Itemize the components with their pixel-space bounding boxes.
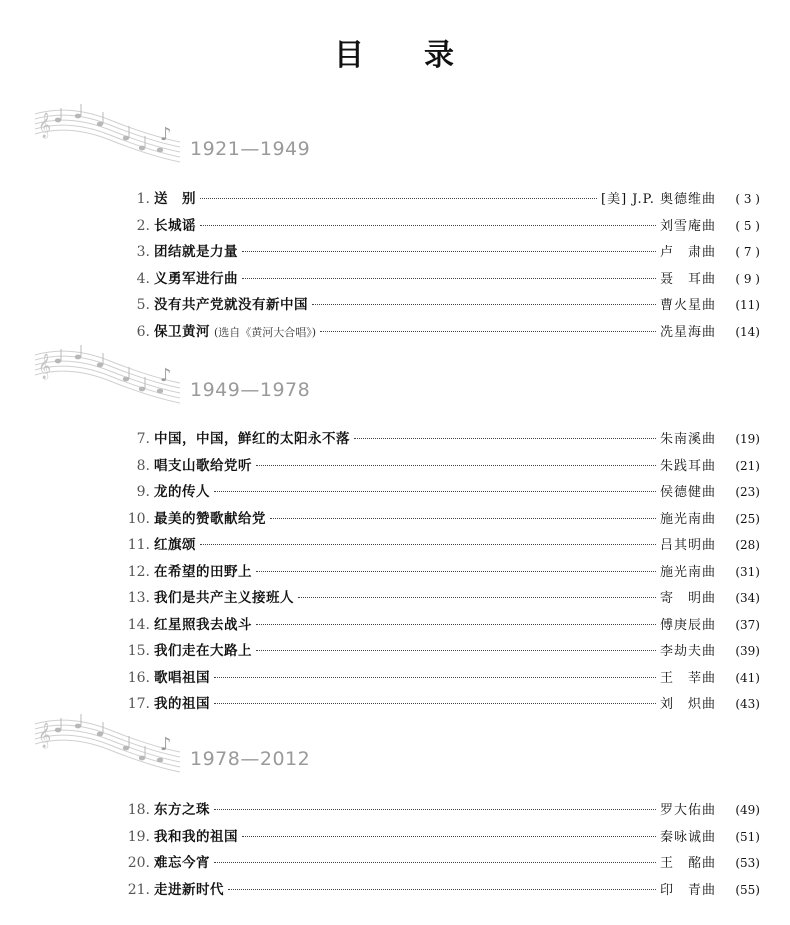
page-number: ( 9 ) xyxy=(735,271,760,286)
toc-entry[interactable] xyxy=(118,507,760,533)
entry-number: 8. xyxy=(136,457,150,474)
entry-number: 5. xyxy=(136,297,150,313)
dot-leader xyxy=(214,676,656,678)
composer: 吕其明曲 xyxy=(659,538,716,553)
title-char-2: 录 xyxy=(424,38,456,73)
page-number: (34) xyxy=(735,591,760,605)
era-label: 1949—1978 xyxy=(190,379,311,401)
dot-leader xyxy=(242,250,656,252)
dot-leader xyxy=(320,330,656,332)
composer: 侯德健曲 xyxy=(659,485,716,500)
page-number: (39) xyxy=(735,644,760,658)
song-title: 团结就是力量 xyxy=(154,244,238,260)
song-title: 红星照我去战斗 xyxy=(154,616,252,633)
section-header xyxy=(30,712,350,772)
toc-entry[interactable] xyxy=(118,533,760,559)
song-title: 保卫黄河 xyxy=(154,323,210,340)
era-label: 1978—2012 xyxy=(190,748,311,770)
composer: 卢 肃曲 xyxy=(659,245,716,260)
entry-number: 1. xyxy=(136,191,150,207)
page-number: (14) xyxy=(735,324,760,339)
entry-number: 21. xyxy=(127,881,150,898)
composer: 刘 炽曲 xyxy=(659,697,716,712)
dot-leader xyxy=(214,861,656,863)
dot-leader xyxy=(200,197,597,199)
page-number: (41) xyxy=(735,670,760,685)
page-number: (37) xyxy=(735,617,760,632)
composer: 王 酩曲 xyxy=(659,856,716,871)
svg-text:𝄞: 𝄞 xyxy=(38,113,52,138)
song-note: (选自《黄河大合唱》) xyxy=(214,325,317,339)
entry-number: 6. xyxy=(136,323,150,340)
entry-number: 13. xyxy=(127,590,150,606)
entry-number: 4. xyxy=(136,270,150,287)
entry-number: 12. xyxy=(127,563,150,580)
dot-leader xyxy=(214,702,656,704)
composer: 印 青曲 xyxy=(659,882,716,898)
entry-number: 11. xyxy=(127,537,150,553)
entry-number: 14. xyxy=(127,616,150,633)
composer: 施光南曲 xyxy=(659,511,716,527)
entry-number: 19. xyxy=(127,828,150,845)
composer: [美] J.P. 奥德维曲 xyxy=(601,192,716,207)
song-title: 我和我的祖国 xyxy=(154,828,238,845)
song-title: 义勇军进行曲 xyxy=(154,270,238,287)
song-title: 龙的传人 xyxy=(154,484,210,500)
song-title: 我们走在大路上 xyxy=(154,643,252,659)
song-title: 中国，中国，鲜红的太阳永不落 xyxy=(154,431,350,447)
song-title: 我的祖国 xyxy=(154,696,210,712)
song-title: 走进新时代 xyxy=(154,881,224,898)
page-number: ( 3 ) xyxy=(735,192,760,206)
toc-entry[interactable] xyxy=(118,240,760,266)
page-title xyxy=(0,30,790,74)
song-title: 最美的赞歌献给党 xyxy=(154,510,266,527)
svg-text:♪: ♪ xyxy=(160,365,172,386)
page-number: ( 5 ) xyxy=(735,218,760,233)
toc-entry[interactable] xyxy=(118,613,760,639)
dot-leader xyxy=(312,303,656,305)
dot-leader xyxy=(256,464,656,466)
dot-leader xyxy=(298,596,656,598)
entry-number: 10. xyxy=(127,510,150,527)
song-title: 我们是共产主义接班人 xyxy=(154,590,294,606)
dot-leader xyxy=(200,224,656,226)
song-title: 没有共产党就没有新中国 xyxy=(154,297,308,313)
song-title: 送 别 xyxy=(154,191,196,207)
page-number: (43) xyxy=(735,697,760,711)
composer: 刘雪庵曲 xyxy=(659,218,716,234)
composer: 寄 明曲 xyxy=(659,591,716,606)
entry-number: 15. xyxy=(127,643,150,659)
page-number: ( 7 ) xyxy=(735,245,760,259)
composer: 施光南曲 xyxy=(659,564,716,580)
toc-entry[interactable] xyxy=(118,427,760,453)
page-number: (31) xyxy=(735,564,760,579)
svg-text:𝄞: 𝄞 xyxy=(38,354,52,379)
music-staff-icon xyxy=(30,712,210,782)
composer: 朱南溪曲 xyxy=(659,432,716,447)
toc-entry[interactable] xyxy=(118,560,760,586)
page-number: (51) xyxy=(735,829,760,844)
era-label: 1921—1949 xyxy=(190,138,311,160)
entry-number: 18. xyxy=(127,802,150,818)
song-title: 唱支山歌给党听 xyxy=(154,457,252,474)
song-title: 在希望的田野上 xyxy=(154,563,252,580)
composer: 王 莘曲 xyxy=(659,670,716,686)
dot-leader xyxy=(256,649,656,651)
dot-leader xyxy=(270,517,656,519)
composer: 曹火星曲 xyxy=(659,298,716,313)
toc-entry[interactable] xyxy=(118,586,760,612)
composer: 秦咏诚曲 xyxy=(659,829,716,845)
toc-entry[interactable] xyxy=(118,267,760,293)
toc-entry[interactable] xyxy=(118,798,760,824)
dot-leader xyxy=(200,543,656,545)
svg-text:♪: ♪ xyxy=(160,124,172,145)
dot-leader xyxy=(242,277,656,279)
page-number: (21) xyxy=(735,458,760,473)
composer: 冼星海曲 xyxy=(659,324,716,340)
song-title: 歌唱祖国 xyxy=(154,669,210,686)
page-number: (23) xyxy=(735,485,760,499)
entry-number: 16. xyxy=(127,669,150,686)
page-number: (25) xyxy=(735,511,760,526)
toc-entry[interactable] xyxy=(118,214,760,240)
title-char-1: 目 xyxy=(334,38,366,73)
svg-text:𝄞: 𝄞 xyxy=(38,723,52,748)
page-number: (11) xyxy=(735,298,760,312)
page-number: (28) xyxy=(735,538,760,552)
dot-leader xyxy=(256,623,656,625)
toc-entry[interactable] xyxy=(118,454,760,480)
entry-number: 7. xyxy=(136,431,150,447)
svg-text:♪: ♪ xyxy=(160,734,172,755)
music-staff-icon xyxy=(30,343,210,413)
entry-number: 2. xyxy=(136,217,150,234)
dot-leader xyxy=(354,437,656,439)
entry-number: 9. xyxy=(136,484,150,500)
composer: 李劫夫曲 xyxy=(659,644,716,659)
dot-leader xyxy=(228,888,656,890)
composer: 朱践耳曲 xyxy=(659,458,716,474)
composer: 傅庚辰曲 xyxy=(659,617,716,633)
toc-entry[interactable] xyxy=(118,293,760,319)
toc-entry[interactable] xyxy=(118,878,760,904)
song-title: 东方之珠 xyxy=(154,802,210,818)
dot-leader xyxy=(242,835,656,837)
dot-leader xyxy=(214,490,656,492)
song-title: 长城谣 xyxy=(154,217,196,234)
page-number: (19) xyxy=(735,432,760,446)
page-number: (55) xyxy=(735,882,760,897)
page-number: (49) xyxy=(735,803,760,817)
section-header xyxy=(30,102,350,162)
toc-entry[interactable] xyxy=(118,187,760,213)
dot-leader xyxy=(214,808,656,810)
toc-entry[interactable] xyxy=(118,320,760,346)
music-staff-icon xyxy=(30,102,210,172)
dot-leader xyxy=(256,570,656,572)
entry-number: 20. xyxy=(127,855,150,871)
toc-entry[interactable] xyxy=(118,666,760,692)
toc-entry[interactable] xyxy=(118,851,760,877)
composer: 聂 耳曲 xyxy=(659,271,716,287)
section-header xyxy=(30,343,350,403)
song-title: 难忘今宵 xyxy=(154,855,210,871)
page-number: (53) xyxy=(735,856,760,870)
toc-entry[interactable] xyxy=(118,825,760,851)
toc-entry[interactable] xyxy=(118,639,760,665)
composer: 罗大佑曲 xyxy=(659,803,716,818)
toc-entry[interactable] xyxy=(118,480,760,506)
entry-number: 17. xyxy=(127,696,150,712)
song-title: 红旗颂 xyxy=(154,537,196,553)
entry-number: 3. xyxy=(136,244,150,260)
